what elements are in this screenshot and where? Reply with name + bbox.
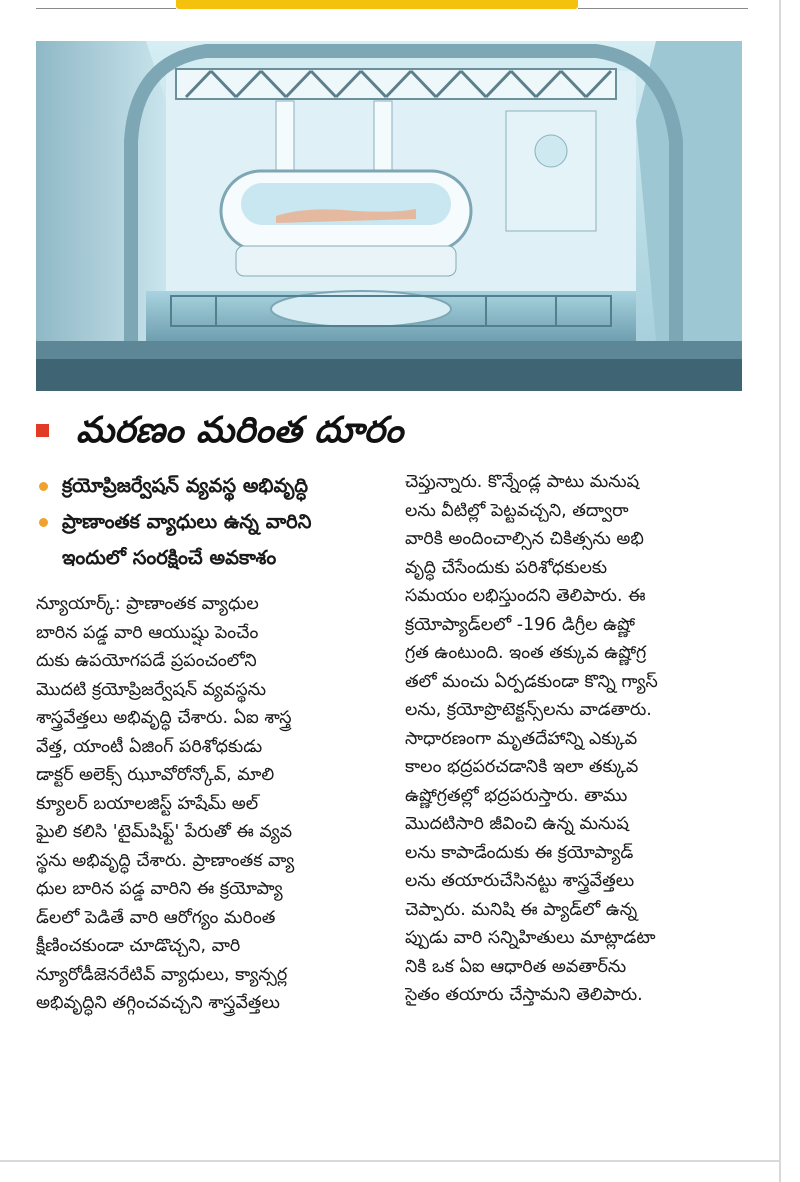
right-column <box>405 468 750 1010</box>
article-line: నికి ఒక ఏఐ ఆధారిత అవతార్‌ను <box>405 956 627 977</box>
article-line: మొదటి క్రయోప్రిజర్వేషన్ వ్యవస్థను <box>36 679 266 700</box>
article-line: లను కాపాడేందుకు ఈ క్రయోప్యాడ్ <box>405 842 634 863</box>
article-line: వేత్త, యాంటీ ఏజింగ్ పరిశోధకుడు <box>36 736 263 757</box>
headline-row <box>36 408 746 456</box>
article-line: లను వీటిల్లో పెట్టవచ్చని, తద్వారా <box>405 500 629 521</box>
page-border-right <box>779 0 781 1182</box>
headline-square-marker <box>36 424 49 437</box>
subhead-bullet <box>36 468 388 504</box>
article-line: మొదటిసారి జీవించి ఉన్న మనుష <box>405 814 629 834</box>
section-tab-accent <box>176 0 578 9</box>
article-line: వారికి అందించాల్సిన చికిత్సను అభి <box>405 529 644 549</box>
article-line: చెప్తున్నారు. కొన్నేండ్ల పాటు మనుష <box>405 472 640 492</box>
article-line: ఉష్ణోగ్రతల్లో భద్రపరుస్తారు. తాము <box>405 785 628 806</box>
article-line: తలో మంచు ఏర్పడకుండా కొన్ని గ్యాస్ <box>405 671 658 692</box>
page-border-bottom <box>0 1160 781 1162</box>
subhead-continuation: ఇందులో సంరక్షించే అవకాశం <box>62 546 277 569</box>
article-line: సాధారణంగా మృతదేహాన్ని ఎక్కువ <box>405 728 638 749</box>
article-line: ప్పుడు వారి సన్నిహితులు మాట్లాడటా <box>405 928 656 948</box>
left-column <box>36 468 388 1018</box>
top-rule-right <box>578 8 748 9</box>
subhead-text: ప్రాణాంతక వ్యాధులు ఉన్న వారిని <box>62 510 312 533</box>
article-line: న్యూరోడీజెనరేటివ్ వ్యాధులు, క్యాన్సర్ల <box>36 964 288 985</box>
article-line: గ్రత ఉంటుంది. ఇంత తక్కువ ఉష్ణోగ్ర <box>405 643 647 663</box>
article-line: ఘైలి కలిసి 'టైమ్‌షిఫ్ట్' పేరుతో ఈ వ్యవ <box>36 822 293 842</box>
article-line: లను తయారుచేసినట్టు శాస్త్రవేత్తలు <box>405 871 635 891</box>
article-line: కాలం భద్రపరచడానికి ఇలా తక్కువ <box>405 757 639 777</box>
article-line: లను, క్రయోప్రొటెక్టన్స్‌లను వాడతారు. <box>405 700 652 720</box>
article-line: చెప్పారు. మనిషి ఈ ప్యాడ్‌లో ఉన్న <box>405 899 638 920</box>
subhead-text: క్రయోప్రిజర్వేషన్ వ్యవస్థ అభివృద్ధి <box>62 474 309 497</box>
cryopod-photo <box>36 41 742 391</box>
bullet-dot <box>39 482 48 491</box>
subhead-bullet <box>36 504 388 540</box>
bullet-dot <box>39 518 48 527</box>
article-line: డాక్టర్ అలెక్స్ ఝూవోరోన్కోవ్, మాలి <box>36 765 275 785</box>
article-line: న్యూయార్క్: ప్రాణాంతక వ్యాధుల <box>36 594 259 614</box>
article-line: సమయం లభిస్తుందని తెలిపారు. ఈ <box>405 586 646 606</box>
article-line: అభివృద్ధిని తగ్గించవచ్చని శాస్త్రవేత్తలు <box>36 993 280 1013</box>
article-line: వృద్ధి చేసేందుకు పరిశోధకులకు <box>405 557 608 578</box>
article-line: దుకు ఉపయోగపడే ప్రపంచంలోని <box>36 651 257 671</box>
headline: మరణం మరింత దూరం <box>76 409 404 451</box>
article-line: క్రయోప్యాడ్‌లలో -196 డిగ్రీల ఉష్ణో <box>405 614 635 635</box>
article-line: ధుల బారిన పడ్డ వారిని ఈ క్రయోప్యా <box>36 879 283 899</box>
article-line: స్థను అభివృద్ధి చేశారు. ప్రాణాంతక వ్యా <box>36 850 295 871</box>
article-line: సైతం తయారు చేస్తామని తెలిపారు. <box>405 985 643 1005</box>
article-line: శాస్త్రవేత్తలు అభివృద్ధి చేశారు. ఏఐ శాస్త్ర <box>36 708 292 728</box>
article-line: బారిన పడ్డ వారి ఆయుష్షు పెంచేం <box>36 622 259 643</box>
top-rule-left <box>36 8 176 9</box>
article-line: క్యూలర్ బయాలజిస్ట్ హషేమ్ అల్ <box>36 793 259 814</box>
article-line: క్షీణించకుండా చూడొచ్చని, వారి <box>36 936 241 956</box>
article-line: డ్‌లలో పెడితే వారి ఆరోగ్యం మరింత <box>36 907 276 928</box>
